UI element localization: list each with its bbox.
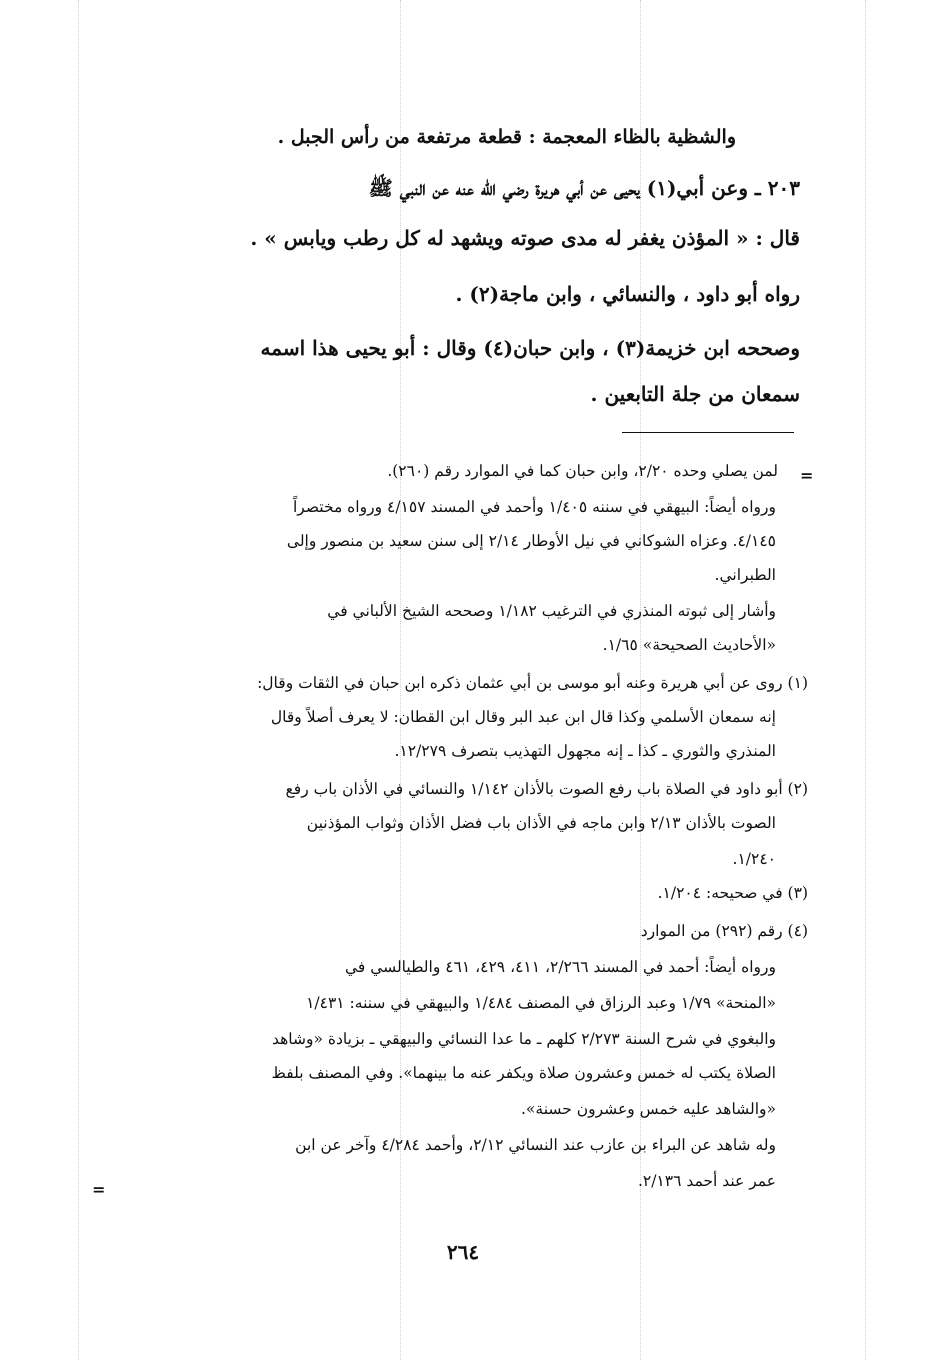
main-line: والشظية بالظاء المعجمة : قطعة مرتفعة من رأس الجبل . — [277, 126, 736, 148]
footnote-line: الطبراني. — [714, 566, 776, 584]
footnote-line: ٤/١٤٥. وعزاه الشوكاني في نيل الأوطار ٢/١٤ إلى سنن سعيد بن منصور وإلى — [286, 532, 776, 550]
main-line: سمعان من جلة التابعين . — [590, 382, 800, 406]
footnote-line: لمن يصلي وحده ٢/٢٠، وابن حبان كما في الموارد رقم (٢٦٠). — [387, 462, 778, 480]
footnote-line: ١/٢٤٠. — [732, 850, 776, 868]
main-line: رواه أبو داود ، والنسائي ، وابن ماجة(٢) . — [455, 282, 800, 306]
footnote-line: وأشار إلى ثبوته المنذري في الترغيب ١/١٨٢ وصححه الشيخ الألباني في — [327, 602, 776, 620]
footnote-1: (١) روى عن أبي هريرة وعنه أبو موسى بن أبي عثمان ذكره ابن حبان في الثقات وقال: — [257, 674, 808, 692]
footnote-line: ورواه أيضاً: البيهقي في سننه ١/٤٠٥ وأحمد في المسند ٤/١٥٧ ورواه مختصراً — [292, 498, 776, 516]
footnote-2: (٢) أبو داود في الصلاة باب رفع الصوت بالأذان ١/١٤٢ والنسائي في الأذان باب رفع — [285, 780, 808, 798]
page-number: ٢٦٤ — [446, 1240, 480, 1264]
footnote-line: الصلاة يكتب له خمس وعشرون صلاة ويكفر عنه ما بينهما». وفي المصنف بلفظ — [271, 1064, 776, 1082]
footnote-line: والبغوي في شرح السنة ٢/٢٧٣ كلهم ـ ما عدا النسائي والبيهقي ـ بزيادة «وشاهد — [271, 1030, 776, 1048]
footnote-line: ورواه أيضاً: أحمد في المسند ٢/٢٦٦، ٤١١، ٤٢٩، ٤٦١ والطيالسي في — [344, 958, 776, 976]
main-line: قال : « المؤذن يغفر له مدى صوته ويشهد له كل رطب ويابس » . — [250, 226, 800, 250]
footnote-line: إنه سمعان الأسلمي وكذا قال ابن عبد البر وقال ابن القطان: لا يعرف أصلاً وقال — [270, 708, 776, 726]
footnote-line: «الأحاديث الصحيحة» ١/٦٥. — [602, 636, 776, 654]
footnote-3: (٣) في صحيحه: ١/٢٠٤. — [657, 884, 808, 902]
footnote-line: المنذري والثوري ـ كذا ـ إنه مجهول التهذيب بتصرف ١٢/٢٧٩. — [394, 742, 776, 760]
footnote-line: «والشاهد عليه خمس وعشرون حسنة». — [520, 1100, 776, 1118]
scan-line — [78, 0, 79, 1360]
footnote-4: (٤) رقم (٢٩٢) من الموارد — [640, 922, 808, 940]
continuation-mark: = — [800, 466, 814, 485]
footnote-line: عمر عند أحمد ٢/١٣٦. — [637, 1172, 776, 1190]
footnote-line: الصوت بالأذان ٢/١٣ وابن ماجه في الأذان باب فضل الأذان وثواب المؤذنين — [306, 814, 776, 832]
main-line: وصححه ابن خزيمة(٣) ، وابن حبان(٤) وقال : أبو يحيى هذا اسمه — [260, 336, 800, 360]
footnote-separator — [622, 432, 794, 433]
hadith-heading: ٢٠٣ ـ وعن أبي(١) يحيى عن أبي هريرة رضي الله عنه عن النبي ﷺ — [368, 176, 800, 200]
footnote-line: وله شاهد عن البراء بن عازب عند النسائي ٢/١٢، وأحمد ٤/٢٨٤ وآخر عن ابن — [295, 1136, 776, 1154]
scan-line — [865, 0, 866, 1360]
continuation-mark: = — [92, 1180, 106, 1199]
footnote-line: «المنحة» ١/٧٩ وعبد الرزاق في المصنف ١/٤٨٤ والبيهقي في سننه: ١/٤٣١ — [306, 994, 776, 1012]
